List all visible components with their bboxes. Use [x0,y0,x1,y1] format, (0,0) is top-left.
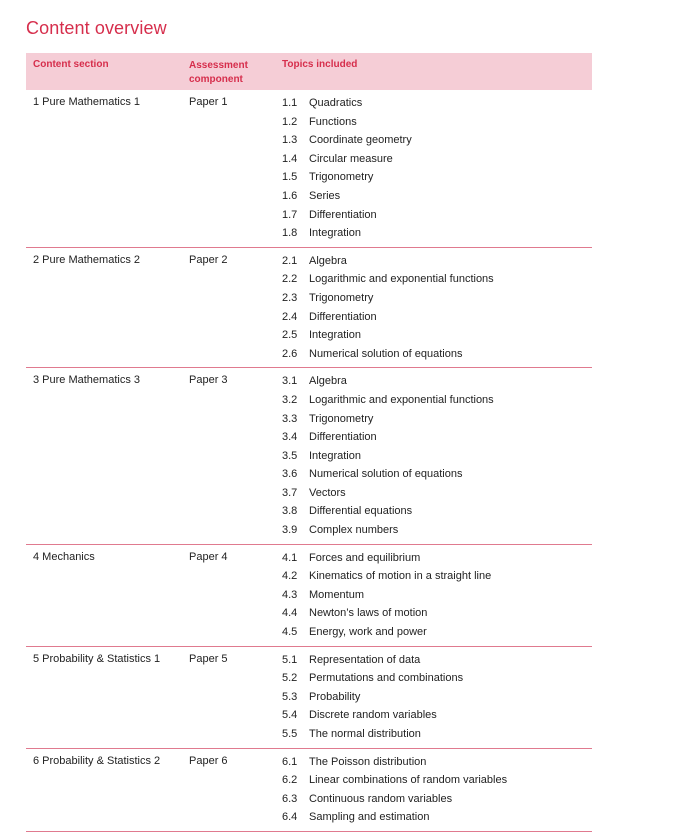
topic-item [282,569,592,588]
topic-item [282,773,592,792]
topic-item [282,152,592,171]
topic-number: 3.3 [282,412,298,425]
topic-item [282,254,592,273]
assessment-component: Paper 5 [189,652,228,665]
topic-item [282,671,592,690]
header-content-section: Content section [33,59,109,70]
topic-item [282,449,592,468]
content-section: 5 Probability & Statistics 1 [33,652,161,665]
topic-number: 2.5 [282,329,298,342]
topic-item [282,393,592,412]
assessment-component: Paper 2 [189,253,228,266]
content-section: 2 Pure Mathematics 2 [33,253,140,266]
topic-name: Linear combinations of random variables [309,774,508,787]
topic-number: 1.5 [282,171,298,184]
topic-number: 1.7 [282,208,298,221]
header-assessment-component [189,59,248,87]
content-section: 3 Pure Mathematics 3 [33,374,140,387]
topic-item [282,467,592,486]
topics-list [282,248,592,368]
topic-item [282,504,592,523]
topic-item [282,347,592,366]
topic-item [282,588,592,607]
topic-name: Numerical solution of equations [309,468,463,481]
topic-number: 6.4 [282,811,298,824]
topic-item [282,115,592,134]
topic-item [282,412,592,431]
topic-number: 6.3 [282,792,298,805]
topic-number: 4.5 [282,626,298,639]
topic-name: Trigonometry [309,171,374,184]
topic-number: 2.6 [282,347,298,360]
topic-name: Differential equations [309,505,413,518]
topic-number: 3.9 [282,524,298,537]
topic-item [282,551,592,570]
topic-item [282,328,592,347]
content-section: 4 Mechanics [33,550,95,563]
header-component-line1: Assessment [189,60,248,71]
topic-number: 3.6 [282,468,298,481]
topic-item [282,96,592,115]
topic-item [282,523,592,542]
topic-name: Forces and equilibrium [309,551,421,564]
topic-number: 5.2 [282,672,298,685]
topic-number: 4.4 [282,607,298,620]
topic-name: Circular measure [309,152,393,165]
topic-name: Energy, work and power [309,626,427,639]
header-component-line2: component [189,74,243,85]
topic-name: Numerical solution of equations [309,347,463,360]
topic-name: Logarithmic and exponential functions [309,273,494,286]
topic-name: Series [309,189,341,202]
topic-item [282,708,592,727]
topic-item [282,653,592,672]
topic-number: 5.1 [282,653,298,666]
topic-name: Logarithmic and exponential functions [309,393,494,406]
table-header [26,53,592,90]
topic-item [282,272,592,291]
topic-item [282,133,592,152]
topic-item [282,625,592,644]
topic-number: 4.2 [282,570,298,583]
topic-item [282,606,592,625]
assessment-component: Paper 1 [189,96,228,108]
topic-number: 1.8 [282,227,298,240]
topic-name: Coordinate geometry [309,134,412,147]
topic-name: The Poisson distribution [309,755,427,768]
topics-list [282,749,592,831]
table-body [26,90,592,832]
topic-name: Momentum [309,588,365,601]
topic-item [282,310,592,329]
topic-number: 2.2 [282,273,298,286]
topic-name: Functions [309,115,357,128]
topic-number: 5.4 [282,709,298,722]
topic-number: 1.6 [282,189,298,202]
topic-number: 3.4 [282,431,298,444]
topic-item [282,170,592,189]
topic-name: The normal distribution [309,728,421,740]
assessment-component: Paper 3 [189,374,228,387]
page-title: Content overview [26,18,167,38]
topic-name: Permutations and combinations [309,672,464,685]
topic-number: 2.4 [282,310,298,323]
topic-number: 1.1 [282,97,298,109]
topic-name: Algebra [309,375,347,388]
topic-item [282,792,592,811]
topic-number: 3.8 [282,505,298,518]
topic-name: Sampling and estimation [309,811,430,824]
topic-item [282,430,592,449]
topic-number: 6.2 [282,774,298,787]
header-topics-included: Topics included [282,59,358,70]
topic-name: Differentiation [309,208,377,221]
topics-list [282,545,592,646]
topic-name: Trigonometry [309,291,374,304]
topic-item [282,189,592,208]
topic-name: Kinematics of motion in a straight line [309,570,492,583]
topic-number: 5.5 [282,728,298,740]
topic-number: 5.3 [282,690,298,703]
table-row [26,545,592,647]
content-section: 6 Probability & Statistics 2 [33,754,161,767]
topic-name: Representation of data [309,653,421,666]
topic-number: 3.1 [282,375,298,388]
topic-number: 3.5 [282,449,298,462]
topic-number: 1.2 [282,115,298,128]
topic-name: Trigonometry [309,412,374,425]
topic-item [282,208,592,227]
topic-number: 6.1 [282,755,298,768]
topic-name: Complex numbers [309,524,399,537]
content-table [26,53,592,832]
topic-number: 1.4 [282,152,298,165]
topic-name: Integration [309,329,361,342]
topic-name: Integration [309,227,361,240]
topic-name: Discrete random variables [309,709,437,722]
topic-name: Differentiation [309,310,377,323]
table-row [26,647,592,749]
assessment-component: Paper 6 [189,754,228,767]
topics-list [282,647,592,748]
table-row [26,749,592,832]
topic-item [282,690,592,709]
table-row [26,368,592,544]
topic-name: Continuous random variables [309,792,453,805]
table-row [26,248,592,369]
topic-number: 3.7 [282,486,298,499]
topic-name: Newton’s laws of motion [309,607,428,620]
topic-number: 3.2 [282,393,298,406]
topic-item [282,727,592,746]
topic-number: 4.3 [282,588,298,601]
topics-list [282,368,592,543]
table-row [26,90,592,248]
topic-item [282,226,592,245]
topic-item [282,374,592,393]
topic-number: 2.3 [282,291,298,304]
assessment-component: Paper 4 [189,550,228,563]
topics-list [282,90,592,247]
topic-item [282,810,592,829]
topic-number: 1.3 [282,134,298,147]
topic-name: Algebra [309,254,347,267]
topic-name: Probability [309,690,361,703]
topic-item [282,291,592,310]
topic-item [282,755,592,774]
topic-name: Quadratics [309,97,363,109]
topic-name: Integration [309,449,361,462]
topic-number: 4.1 [282,551,298,564]
topic-name: Vectors [309,486,346,499]
topic-number: 2.1 [282,254,298,267]
topic-item [282,486,592,505]
content-section: 1 Pure Mathematics 1 [33,96,140,108]
topic-name: Differentiation [309,431,377,444]
